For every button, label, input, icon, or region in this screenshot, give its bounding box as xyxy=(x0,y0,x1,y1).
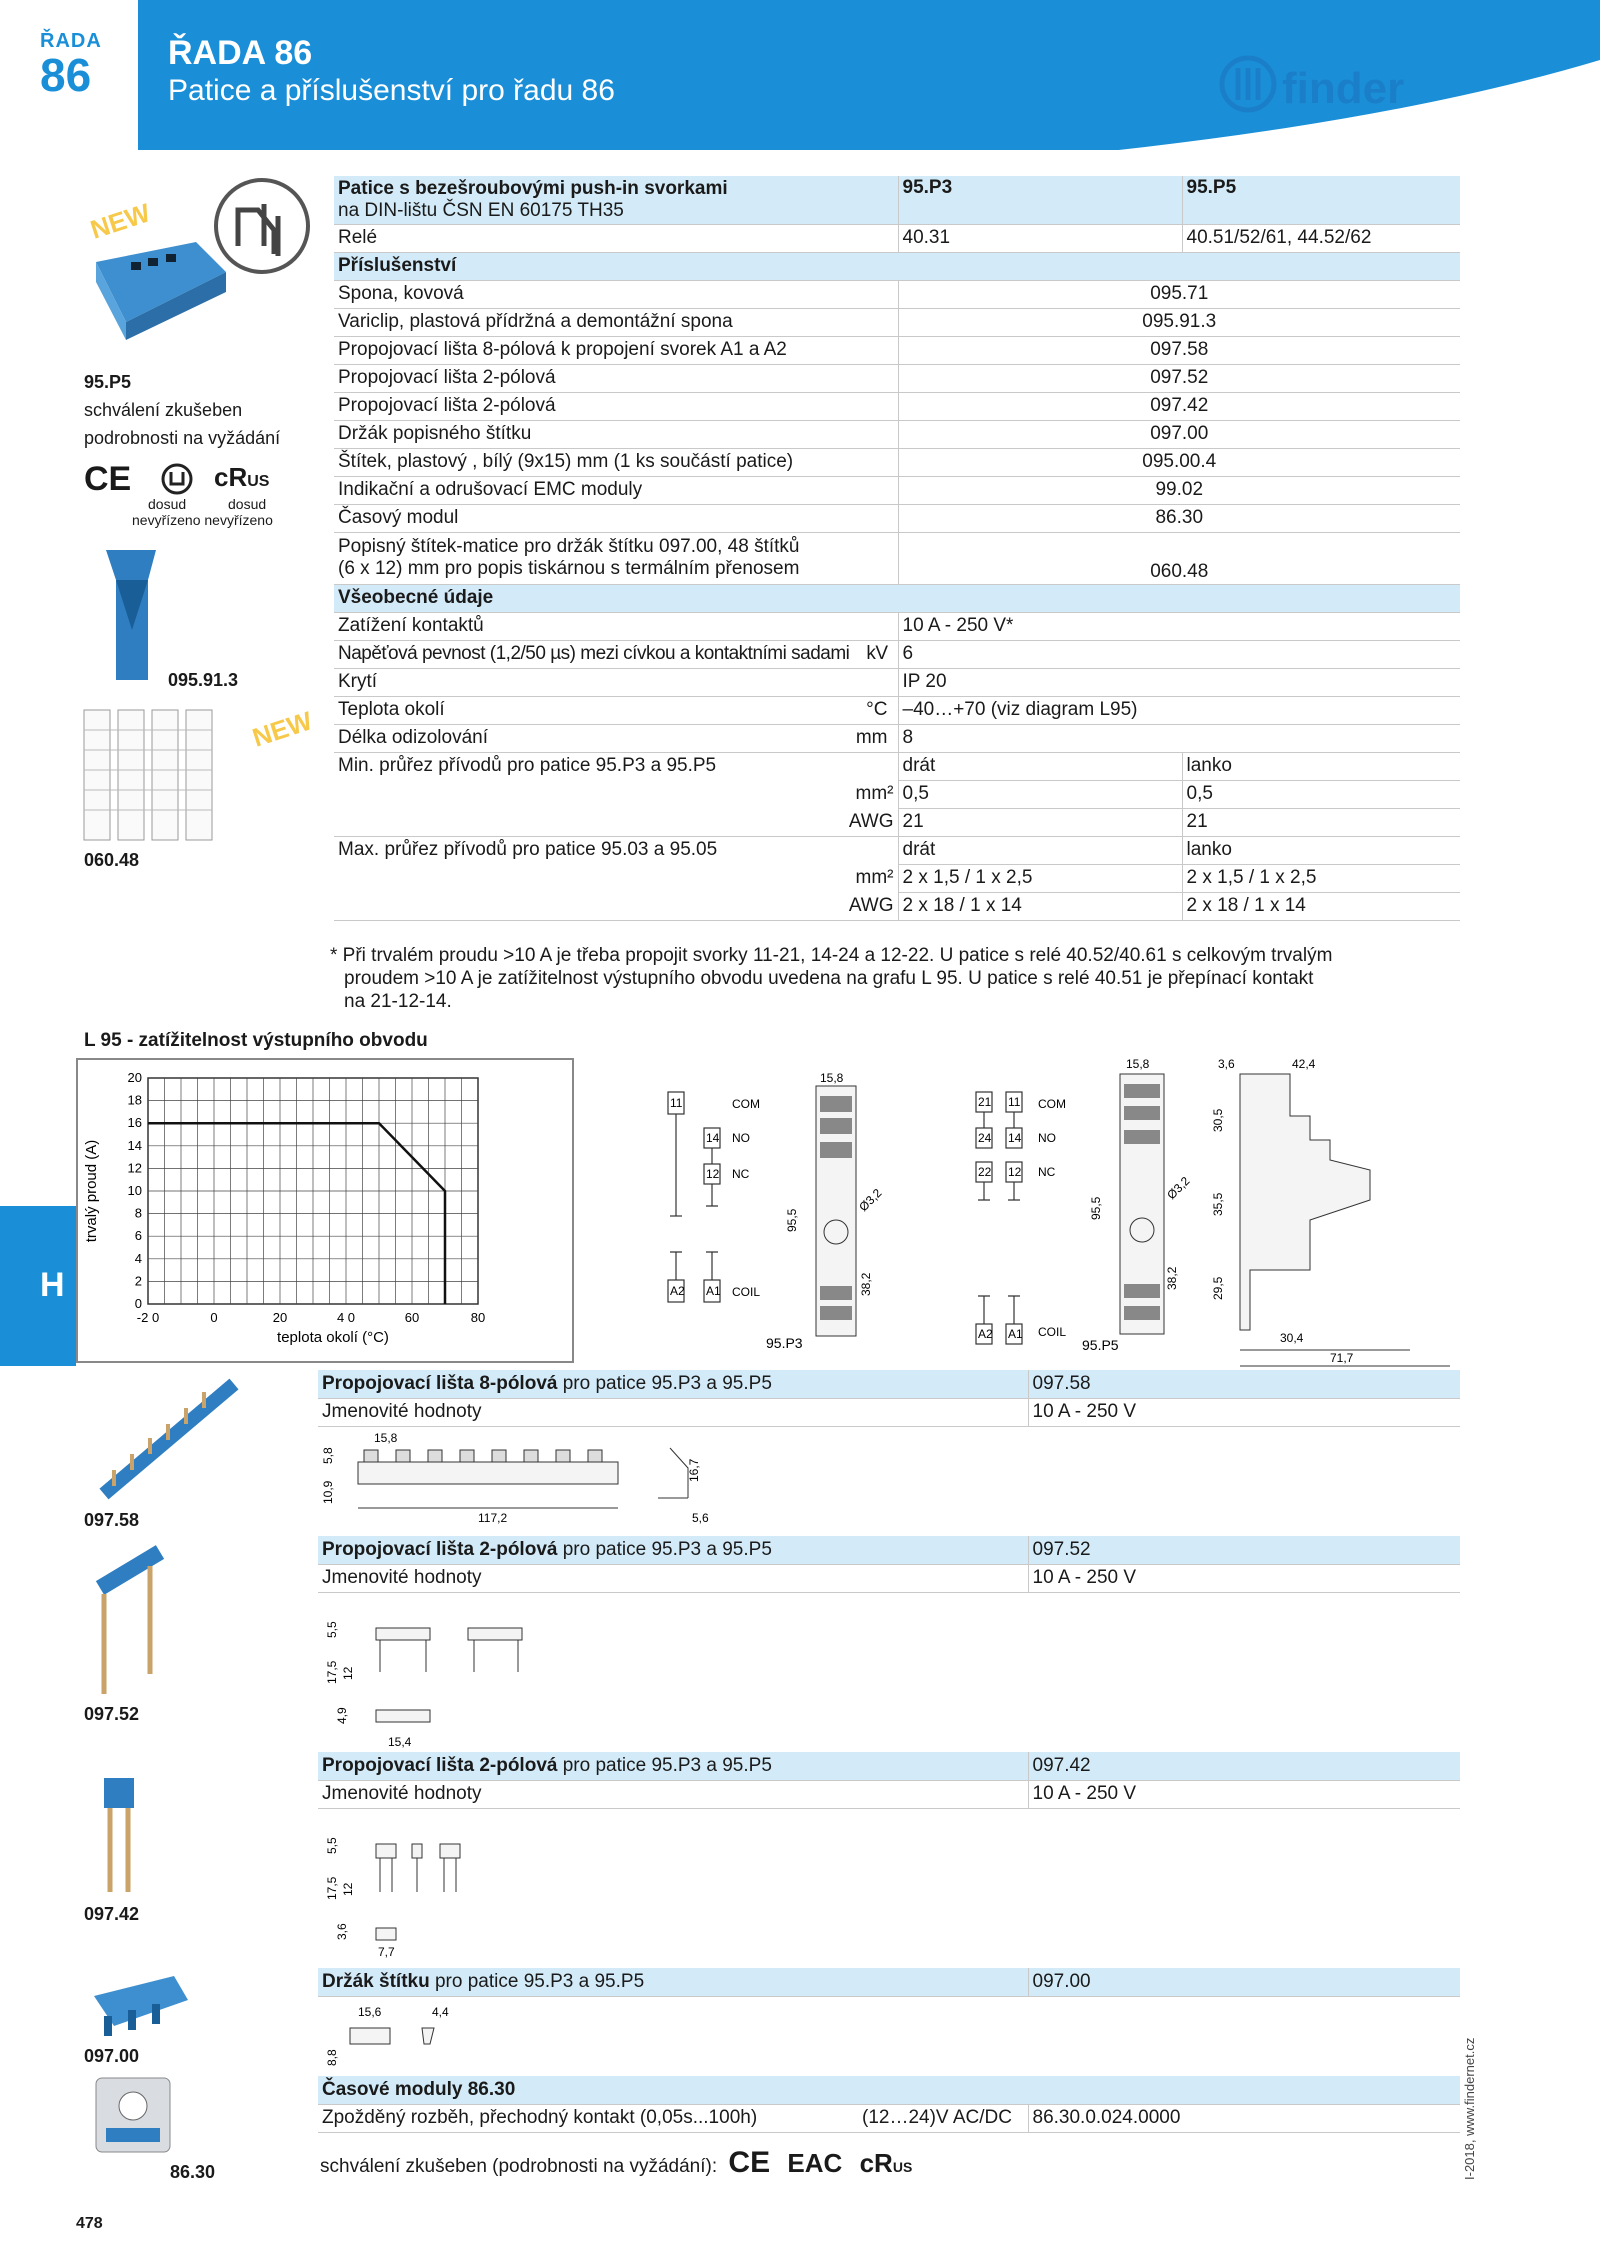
max-awg-b: 2 x 18 / 1 x 14 xyxy=(1182,892,1460,920)
chart-y-tick: 10 xyxy=(127,1183,142,1198)
dim-a1172: 117,2 xyxy=(478,1511,508,1525)
spec-header-title xyxy=(334,176,898,224)
timer-row xyxy=(318,2104,1460,2132)
dim-a56: 5,6 xyxy=(692,1511,709,1525)
p5-caption: 95.P5 xyxy=(1082,1337,1119,1353)
accessory-09700 xyxy=(318,1968,1460,1997)
accessory-09758 xyxy=(318,1370,1460,1427)
dim-c36: 3,6 xyxy=(335,1923,349,1940)
clip-code: 095.91.3 xyxy=(168,670,239,690)
acc-09742-rated: Jmenovité hodnoty xyxy=(318,1780,1028,1808)
pending-2: dosud xyxy=(228,496,267,512)
max-awg-unit: AWG xyxy=(334,892,898,920)
acc-label: Časový modul xyxy=(334,504,898,532)
load-value: 10 A - 250 V* xyxy=(898,612,1460,640)
max-mm2-unit: mm² xyxy=(855,867,894,888)
load-row xyxy=(334,612,1460,640)
ce-mark-icon: CE xyxy=(728,2146,771,2179)
label-matrix-image xyxy=(80,706,240,846)
acc-row xyxy=(334,392,1460,420)
code-8630: 86.30 xyxy=(170,2162,216,2182)
dim-b12: 12 xyxy=(341,1666,355,1680)
acc-09752-code: 097.52 xyxy=(1028,1536,1460,1564)
p5-d717: 71,7 xyxy=(1330,1351,1354,1365)
chart-y-tick: 0 xyxy=(134,1296,142,1311)
code-09742: 097.42 xyxy=(84,1904,140,1924)
timer-module-table xyxy=(318,2076,1460,2133)
min-row xyxy=(334,752,1460,780)
dim-d88: 8,8 xyxy=(325,2049,339,2066)
acc-09752-rated-row xyxy=(318,1564,1460,1592)
page-title: ŘADA 86 xyxy=(168,34,313,72)
pending-text: nevyřízeno nevyřízeno xyxy=(132,512,273,528)
timer-voltage: (12…24)V AC/DC xyxy=(858,2104,1028,2132)
p3-no: NO xyxy=(732,1131,750,1145)
section-tab xyxy=(0,1206,76,1366)
acc-label: Indikační a odrušovací EMC moduly xyxy=(334,476,898,504)
approval-mark-icon xyxy=(160,462,194,496)
protection-value: IP 20 xyxy=(898,668,1460,696)
approval-line-1: schválení zkušeben xyxy=(84,400,243,420)
section-letter: H xyxy=(40,1266,65,1304)
accessories-section xyxy=(334,252,1460,280)
footer-url: I-2018, www.findernet.cz xyxy=(1462,2037,1477,2180)
jumper-2pole-52-image xyxy=(80,1544,180,1704)
p5-a2: A2 xyxy=(978,1327,993,1341)
approval-line-2: podrobnosti na vyžádání xyxy=(84,428,281,448)
p5-d424: 42,4 xyxy=(1292,1057,1316,1071)
chart-x-label: teplota okolí (°C) xyxy=(277,1329,389,1346)
acc-09752-title xyxy=(318,1536,1028,1564)
rele-p3: 40.31 xyxy=(898,224,1182,252)
acc-label: Držák popisného štítku xyxy=(334,420,898,448)
max-mm2-b: 2 x 1,5 / 1 x 2,5 xyxy=(1182,864,1460,892)
dielectric-value: 6 xyxy=(898,640,1460,668)
p5-d382: 38,2 xyxy=(1165,1266,1179,1290)
p3-t14: 14 xyxy=(706,1131,720,1145)
min-mm2-unit: mm² xyxy=(855,783,894,804)
min-mm2-b: 0,5 xyxy=(1182,780,1460,808)
dim-d44: 4,4 xyxy=(432,2005,449,2019)
acc-09758-title xyxy=(318,1370,1028,1398)
header-sub: na DIN-lištu ČSN EN 60175 TH35 xyxy=(338,199,624,221)
general-title: Všeobecné údaje xyxy=(334,584,1460,612)
jumper-8pole-drawing xyxy=(318,1428,738,1538)
rele-row xyxy=(334,224,1460,252)
protection-label: Krytí xyxy=(334,668,898,696)
footnote-line1: * Při trvalém proudu >10 A je třeba propojit svorky 11-21, 14-24 a 12-22. U patice s relé 40.52/40.61 s celkovým trvalým xyxy=(330,945,1333,966)
brand-name: finder xyxy=(1282,64,1405,113)
p3-t11: 11 xyxy=(670,1096,683,1110)
max-awg-a: 2 x 18 / 1 x 14 xyxy=(898,892,1182,920)
acc-09758-rated-row xyxy=(318,1398,1460,1426)
acc-label: Propojovací lišta 2-pólová xyxy=(334,364,898,392)
acc-row xyxy=(334,420,1460,448)
temp-label: Teplota okolí xyxy=(338,699,445,720)
chart-x-tick: 0 xyxy=(210,1310,218,1325)
dim-c175: 17,5 xyxy=(325,1876,339,1900)
load-label: Zatížení kontaktů xyxy=(334,612,898,640)
p5-d304: 30,4 xyxy=(1280,1331,1304,1345)
acc-value: 095.91.3 xyxy=(898,308,1460,336)
series-tag xyxy=(40,30,110,101)
chart-y-tick: 4 xyxy=(134,1250,142,1266)
timer-desc: Zpožděný rozběh, přechodný kontakt (0,05s...100h) xyxy=(318,2104,858,2132)
acc-09758-head xyxy=(318,1370,1460,1398)
p3-d158: 15,8 xyxy=(820,1071,844,1085)
chart-y-tick: 20 xyxy=(127,1070,142,1085)
acc-09758-rest: pro patice 95.P3 a 95.P5 xyxy=(557,1372,772,1394)
variclip-image xyxy=(86,540,176,690)
p5-d32: Ø3,2 xyxy=(1164,1173,1193,1203)
eac-mark-icon: EAC xyxy=(787,2148,843,2178)
dim-c55: 5,5 xyxy=(325,1837,339,1854)
spec-header-row xyxy=(334,176,1460,224)
dim-b175: 17,5 xyxy=(325,1660,339,1684)
general-section xyxy=(334,584,1460,612)
max-awg-row xyxy=(334,892,1460,920)
code-09700: 097.00 xyxy=(84,2046,140,2066)
acc-value: 095.00.4 xyxy=(898,448,1460,476)
timer-head xyxy=(318,2076,1460,2104)
ul-mark-icon: cRUS xyxy=(859,2148,913,2178)
max-strand: lanko xyxy=(1182,836,1460,864)
p5-t14: 14 xyxy=(1008,1131,1022,1145)
p3-wiring-diagram xyxy=(650,1056,900,1356)
acc-09758-code: 097.58 xyxy=(1028,1370,1460,1398)
pending-1: dosud xyxy=(148,496,187,512)
p5-t21: 21 xyxy=(978,1095,992,1109)
acc-09752-bold: Propojovací lišta 2-pólová xyxy=(322,1538,558,1560)
acc-09700-bold: Držák štítku xyxy=(322,1970,430,1992)
acc-09758-bold: Propojovací lišta 8-pólová xyxy=(322,1372,558,1394)
dim-b55: 5,5 xyxy=(325,1621,339,1638)
acc-label: Štítek, plastový , bílý (9x15) mm (1 ks součástí patice) xyxy=(334,448,898,476)
acc-09700-head xyxy=(318,1968,1460,1996)
footnote-line3: na 21-12-14. xyxy=(344,991,452,1012)
p5-a1: A1 xyxy=(1008,1327,1023,1341)
acc-09742-head xyxy=(318,1752,1460,1780)
dim-a109: 10,9 xyxy=(321,1480,335,1504)
temp-cell xyxy=(334,696,898,724)
acc-09752-rated: Jmenovité hodnoty xyxy=(318,1564,1028,1592)
acc-09742-title xyxy=(318,1752,1028,1780)
max-mm2-a: 2 x 1,5 / 1 x 2,5 xyxy=(898,864,1182,892)
p5-d158: 15,8 xyxy=(1126,1057,1150,1071)
footnote xyxy=(330,944,1450,1013)
acc-value: 097.00 xyxy=(898,420,1460,448)
acc-09742-code: 097.42 xyxy=(1028,1752,1460,1780)
temp-unit: °C xyxy=(866,699,888,720)
timer-title: Časové moduly 86.30 xyxy=(318,2076,1460,2104)
min-awg-unit: AWG xyxy=(334,808,898,836)
ul-us: US xyxy=(247,473,270,490)
acc-label: Variclip, plastová přídržná a demontážní spona xyxy=(334,308,898,336)
acc-value: 097.58 xyxy=(898,336,1460,364)
acc-value: 097.42 xyxy=(898,392,1460,420)
new-badge: NEW xyxy=(86,197,154,245)
header-95p5: 95.P5 xyxy=(1182,176,1460,224)
dim-a167: 16,7 xyxy=(687,1458,701,1482)
header-95p3: 95.P3 xyxy=(898,176,1182,224)
chart-y-tick: 12 xyxy=(127,1160,142,1176)
p5-t12: 12 xyxy=(1008,1165,1022,1179)
chart-y-tick: 8 xyxy=(134,1205,142,1221)
chart-y-tick: 16 xyxy=(127,1115,142,1131)
acc-09742-bold: Propojovací lišta 2-pólová xyxy=(322,1754,558,1776)
acc-09758-rated-val: 10 A - 250 V xyxy=(1028,1398,1460,1426)
strip-value: 8 xyxy=(898,724,1460,752)
min-wire: drát xyxy=(898,752,1182,780)
rele-label: Relé xyxy=(334,224,898,252)
page-number: 478 xyxy=(76,2215,103,2232)
timer-code: 86.30.0.024.0000 xyxy=(1028,2104,1460,2132)
acc-value: 097.52 xyxy=(898,364,1460,392)
jumper-2pole-42-image xyxy=(90,1772,160,1902)
max-label: Max. průřez přívodů pro patice 95.03 a 95.05 xyxy=(338,839,718,861)
p3-d955: 95,5 xyxy=(785,1208,799,1232)
spec-table xyxy=(334,176,1460,921)
label-code: 060.48 xyxy=(84,850,140,870)
p3-coil: COIL xyxy=(732,1285,761,1299)
acc-row xyxy=(334,448,1460,476)
acc-row xyxy=(334,280,1460,308)
label-matrix-row xyxy=(334,532,1460,584)
chart-x-tick: 4 0 xyxy=(336,1310,356,1325)
approval-row xyxy=(320,2146,912,2180)
rele-p5: 40.51/52/61, 44.52/62 xyxy=(1182,224,1460,252)
p3-a1: A1 xyxy=(706,1284,721,1298)
finder-logo-icon xyxy=(1218,54,1278,114)
dielectric-cell xyxy=(334,640,898,668)
min-awg-row xyxy=(334,808,1460,836)
p3-nc: NC xyxy=(732,1167,750,1181)
accessory-09752 xyxy=(318,1536,1460,1593)
page-subtitle: Patice a příslušenství pro řadu 86 xyxy=(168,74,615,107)
acc-label: Propojovací lišta 2-pólová xyxy=(334,392,898,420)
acc-row xyxy=(334,476,1460,504)
p5-wiring-diagram xyxy=(950,1040,1470,1370)
chart-svg xyxy=(78,1060,572,1361)
chart-x-tick: 60 xyxy=(404,1310,420,1325)
strip-unit: mm xyxy=(855,727,888,748)
min-awg-b: 21 xyxy=(1182,808,1460,836)
timer-module-image xyxy=(88,2070,178,2160)
label-matrix-value: 060.48 xyxy=(898,532,1460,584)
chart-x-tick: 20 xyxy=(272,1310,288,1325)
acc-09700-rest: pro patice 95.P3 a 95.P5 xyxy=(429,1970,645,1992)
acc-value: 095.71 xyxy=(898,280,1460,308)
max-row xyxy=(334,836,1460,864)
min-strand: lanko xyxy=(1182,752,1460,780)
chart-x-tick: 80 xyxy=(470,1310,486,1325)
ul-us-footer: US xyxy=(892,2159,913,2175)
dim-b154: 15,4 xyxy=(388,1735,412,1749)
acc-09752-rated-val: 10 A - 250 V xyxy=(1028,1564,1460,1592)
code-09758: 097.58 xyxy=(84,1510,140,1530)
p3-a2: A2 xyxy=(670,1284,685,1298)
p5-d36: 3,6 xyxy=(1218,1057,1235,1071)
header-bold: Patice s bezešroubovými push-in svorkami xyxy=(338,177,728,199)
p5-t24: 24 xyxy=(978,1131,992,1145)
p3-t12: 12 xyxy=(706,1167,720,1181)
p5-coil: COIL xyxy=(1038,1325,1067,1339)
label-holder-drawing xyxy=(318,2000,478,2070)
p3-d32: Ø3,2 xyxy=(856,1185,885,1215)
acc-value: 99.02 xyxy=(898,476,1460,504)
acc-09742-rated-val: 10 A - 250 V xyxy=(1028,1780,1460,1808)
dim-c12: 12 xyxy=(341,1882,355,1896)
jumper-2pole-52-drawing xyxy=(318,1594,538,1754)
p5-d955: 95,5 xyxy=(1089,1196,1103,1220)
p3-com: COM xyxy=(732,1097,760,1111)
p3-caption: 95.P3 xyxy=(766,1335,803,1351)
acc-label: Spona, kovová xyxy=(334,280,898,308)
acc-value: 86.30 xyxy=(898,504,1460,532)
p5-t22: 22 xyxy=(978,1165,992,1179)
acc-09758-rated: Jmenovité hodnoty xyxy=(318,1398,1028,1426)
strip-row xyxy=(334,724,1460,752)
label-matrix-line2: (6 x 12) mm pro popis tiskárnou s termálním přenosem xyxy=(338,558,800,579)
dim-d156: 15,6 xyxy=(358,2005,382,2019)
jumper-2pole-42-drawing xyxy=(318,1810,498,1960)
jumper-8pole-image xyxy=(84,1374,254,1514)
acc-09700-code: 097.00 xyxy=(1028,1968,1460,1996)
label-holder-image xyxy=(84,1966,194,2046)
code-09752: 097.52 xyxy=(84,1704,140,1724)
dim-b49: 4,9 xyxy=(335,1707,349,1724)
p5-no: NO xyxy=(1038,1131,1056,1145)
max-mm2-row xyxy=(334,864,1460,892)
p5-com: COM xyxy=(1038,1097,1066,1111)
label-matrix-line1: Popisný štítek-matice pro držák štítku 097.00, 48 štítků xyxy=(338,536,800,557)
footnote-line2: proudem >10 A je zatížitelnost výstupního obvodu uvedena na grafu L 95. U patice s relé 40.51 je přepínací kontakt xyxy=(344,968,1314,989)
chart-title: L 95 - zatížitelnost výstupního obvodu xyxy=(84,1030,428,1051)
series-label: ŘADA xyxy=(40,30,102,52)
chart-y-label: trvalý proud (A) xyxy=(83,1139,100,1243)
min-awg-a: 21 xyxy=(898,808,1182,836)
chart-y-tick: 14 xyxy=(127,1137,142,1153)
dim-a158: 15,8 xyxy=(374,1431,398,1445)
dim-a58: 5,8 xyxy=(321,1447,335,1464)
product-code-95p5: 95.P5 xyxy=(84,372,132,392)
acc-09752-rest: pro patice 95.P3 a 95.P5 xyxy=(557,1538,772,1560)
chart-y-tick: 2 xyxy=(134,1273,142,1289)
dielectric-label: Napěťová pevnost (1,2/50 µs) mezi cívkou a kontaktními sadami xyxy=(338,643,850,664)
strip-cell xyxy=(334,724,898,752)
max-wire: drát xyxy=(898,836,1182,864)
push-in-terminal-icon xyxy=(208,176,316,276)
new-badge-2: NEW xyxy=(248,705,316,753)
chart-frame xyxy=(76,1058,574,1363)
chart-y-tick: 18 xyxy=(127,1092,142,1108)
min-label: Min. průřez přívodů pro patice 95.P3 a 95.P5 xyxy=(338,755,717,777)
approval-text: schválení zkušeben (podrobnosti na vyžádání): xyxy=(320,2156,718,2177)
dielectric-unit: kV xyxy=(866,643,888,664)
temp-row xyxy=(334,696,1460,724)
p5-d355: 35,5 xyxy=(1211,1192,1225,1216)
p5-nc: NC xyxy=(1038,1165,1056,1179)
acc-row xyxy=(334,336,1460,364)
dim-c77: 7,7 xyxy=(378,1945,395,1959)
ce-mark-icon: CE xyxy=(84,460,132,498)
strip-label: Délka odizolování xyxy=(338,727,488,748)
min-mm2-a: 0,5 xyxy=(898,780,1182,808)
chart-y-tick: 6 xyxy=(134,1228,142,1244)
accessory-09742 xyxy=(318,1752,1460,1809)
chart-x-tick: -2 0 xyxy=(136,1310,160,1325)
protection-row xyxy=(334,668,1460,696)
p5-d305: 30,5 xyxy=(1211,1108,1225,1132)
acc-label: Propojovací lišta 8-pólová k propojení svorek A1 a A2 xyxy=(334,336,898,364)
acc-09752-head xyxy=(318,1536,1460,1564)
acc-row xyxy=(334,364,1460,392)
series-number: 86 xyxy=(40,49,92,101)
dielectric-row xyxy=(334,640,1460,668)
acc-09742-rest: pro patice 95.P3 a 95.P5 xyxy=(557,1754,772,1776)
min-mm2-row xyxy=(334,780,1460,808)
ul-mark-icon: cRUS xyxy=(214,462,270,492)
acc-09742-rated-row xyxy=(318,1780,1460,1808)
p5-t11: 11 xyxy=(1008,1095,1021,1109)
p5-d295: 29,5 xyxy=(1211,1276,1225,1300)
accessories-title: Příslušenství xyxy=(334,252,1460,280)
label-matrix-text xyxy=(334,532,898,584)
acc-row xyxy=(334,308,1460,336)
temp-value: –40…+70 (viz diagram L95) xyxy=(898,696,1460,724)
p3-d382: 38,2 xyxy=(859,1272,873,1296)
acc-row xyxy=(334,504,1460,532)
acc-09700-title xyxy=(318,1968,1028,1996)
